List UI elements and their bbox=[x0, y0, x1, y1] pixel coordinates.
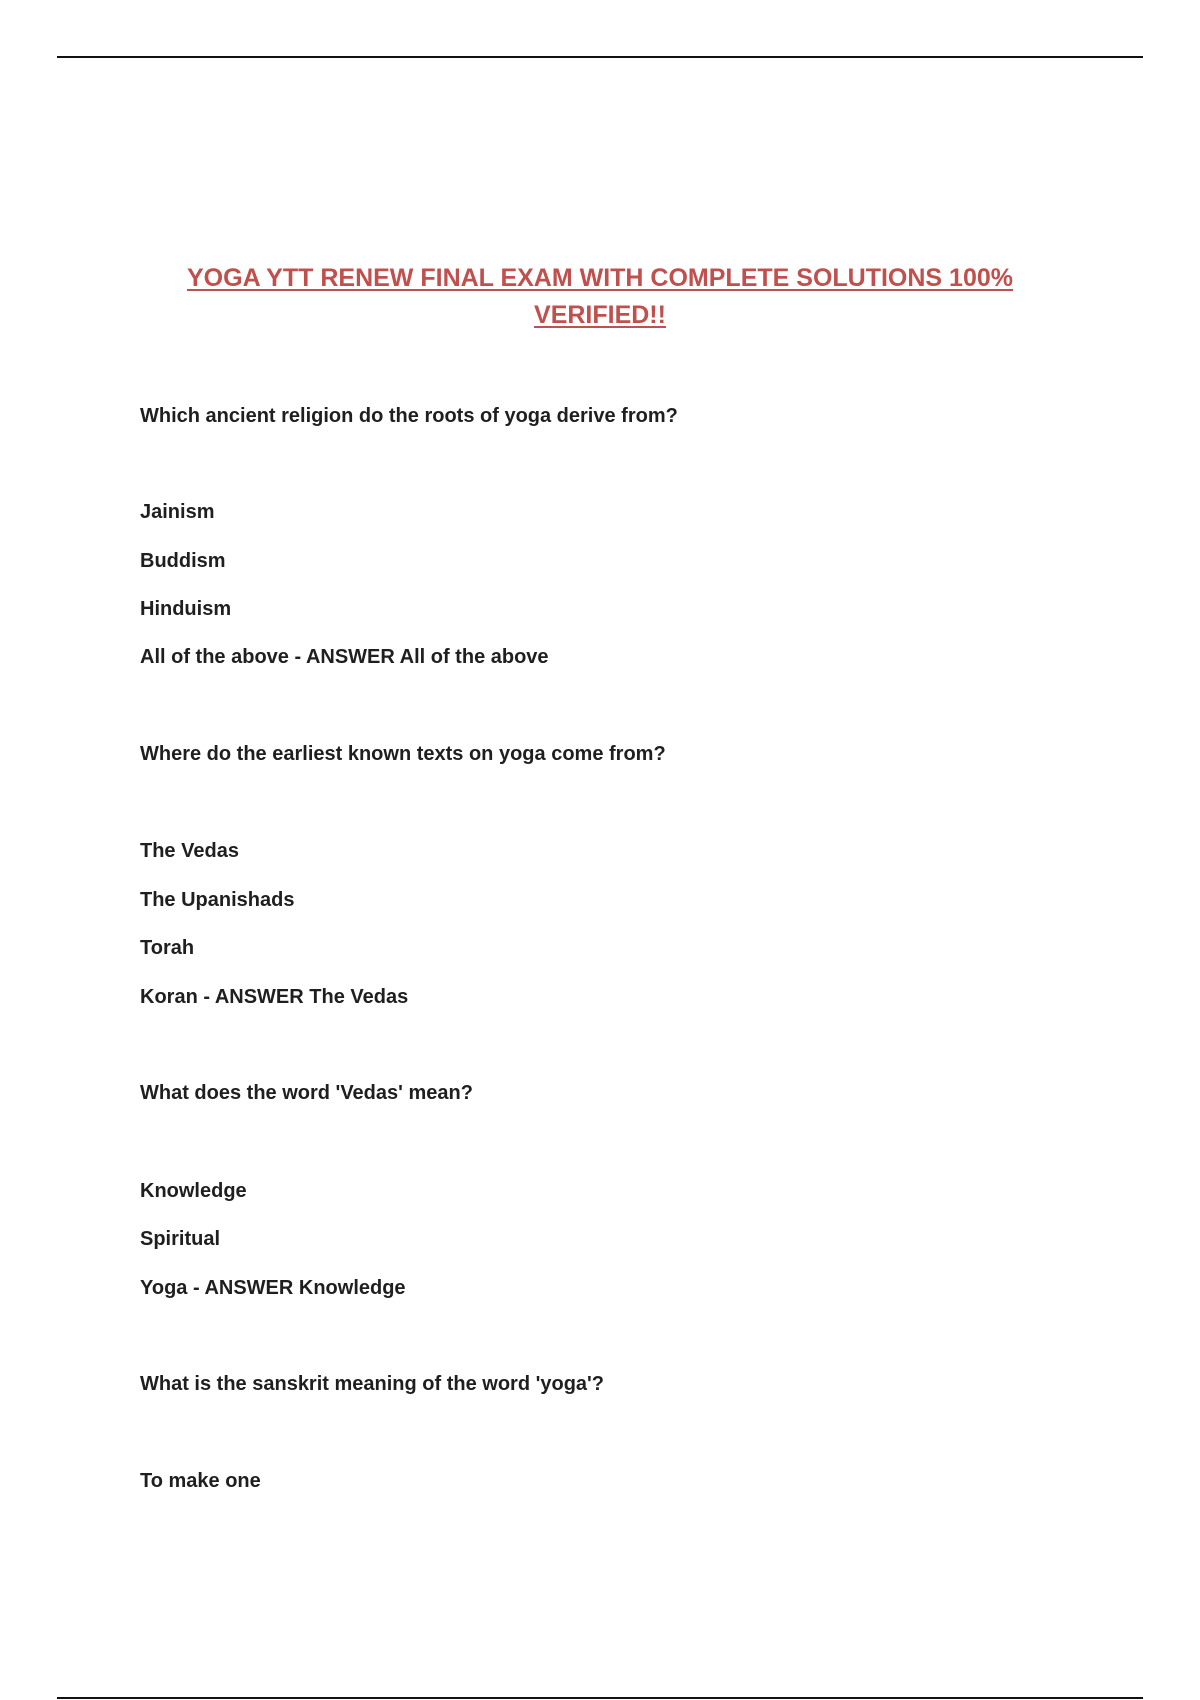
top-rule bbox=[57, 56, 1143, 58]
question-2: Where do the earliest known texts on yoga come from? bbox=[140, 743, 666, 765]
question-2-option-1: The Vedas bbox=[140, 840, 239, 862]
question-4: What is the sanskrit meaning of the word 'yoga'? bbox=[140, 1373, 605, 1395]
question-4-option-1: To make one bbox=[140, 1470, 261, 1492]
question-3-option-2: Spiritual bbox=[140, 1228, 221, 1250]
question-1-option-3: Hinduism bbox=[140, 598, 232, 620]
question-3-option-3-answer: Yoga - ANSWER Knowledge bbox=[140, 1277, 406, 1299]
question-2-option-2: The Upanishads bbox=[140, 889, 295, 911]
question-1: Which ancient religion do the roots of yoga derive from? bbox=[140, 405, 678, 427]
question-2-option-3: Torah bbox=[140, 937, 195, 959]
bottom-rule bbox=[57, 1697, 1143, 1699]
question-1-option-4-answer: All of the above - ANSWER All of the above bbox=[140, 646, 549, 668]
question-1-option-2: Buddism bbox=[140, 550, 226, 572]
question-3-option-1: Knowledge bbox=[140, 1180, 247, 1202]
document-title: YOGA YTT RENEW FINAL EXAM WITH COMPLETE SOLUTIONS 100% VERIFIED!! bbox=[187, 264, 1013, 329]
question-3: What does the word 'Vedas' mean? bbox=[140, 1082, 473, 1104]
question-2-option-4-answer: Koran - ANSWER The Vedas bbox=[140, 986, 409, 1008]
question-1-option-1: Jainism bbox=[140, 501, 215, 523]
